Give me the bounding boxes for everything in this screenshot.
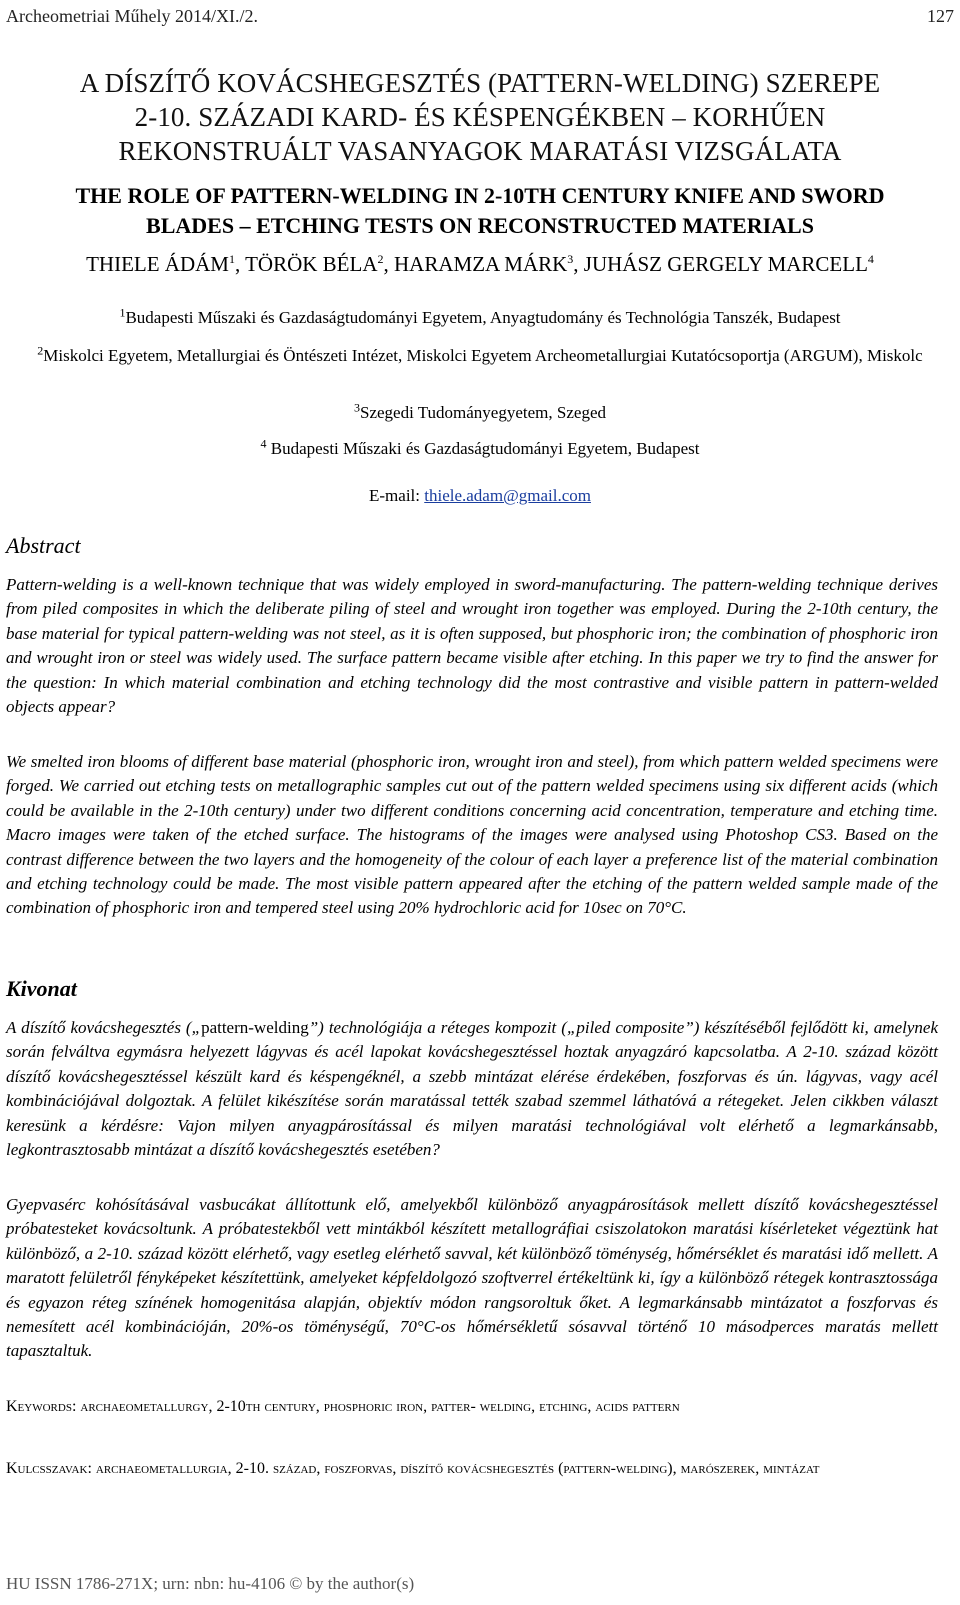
email-link[interactable]: thiele.adam@gmail.com [424, 486, 591, 505]
author: JUHÁSZ GERGELY MARCELL$^4$ [583, 252, 874, 276]
kulcsszavak-label: Kulcsszavak: [6, 1460, 96, 1477]
title-hu-line: REKONSTRUÁLT VASANYAGOK MARATÁSI VIZSGÁLATA [118, 136, 842, 166]
affiliation-2: $^2$Miskolci Egyetem, Metallurgiai és Öntészeti Intézet, Miskolci Egyetem Archeometallurgiai Kutatócsoportja (ARGUM), Miskolc [37, 343, 923, 365]
title-hu-line: A DÍSZÍTŐ KOVÁCSHEGESZTÉS (PATTERN-WELDING) SZEREPE [79, 68, 881, 98]
author-list [10, 250, 950, 278]
kulcsszavak [6, 1456, 938, 1482]
journal-name: Archeometriai Műhely 2014/XI./2. [6, 6, 258, 26]
title-english [10, 181, 950, 241]
title-hungarian [10, 66, 950, 168]
email-label: E-mail: [369, 486, 425, 505]
contact-email [10, 486, 950, 506]
issn-footer: HU ISSN 1786-271X; urn: nbn: hu-4106 © by the author(s) [6, 1574, 415, 1593]
keywords-label: Keywords: [6, 1398, 81, 1415]
affiliation-3: $^3$Szegedi Tudományegyetem, Szeged [354, 400, 606, 422]
kivonat-term: pattern-welding [201, 1018, 309, 1037]
abstract-heading: Abstract [6, 533, 81, 558]
title-en-line: THE ROLE OF PATTERN-WELDING IN 2-10TH CENTURY KNIFE AND SWORD [75, 183, 885, 208]
keywords-text: archaeometallurgy, 2-10th century, phosphoric iron, patter- welding, etching, acids pattern [80, 1398, 680, 1415]
kivonat-paragraph-2: Gyepvasérc kohósításával vasbucákat állítottunk elő, amelyekből különböző anyagpárosítások mellett díszítő kovácshegesztéssel próbatesteket kovácsoltunk. A próbatestekből vett mintákból készített metallográfiai csiszolatokon maratási kísérleteket végeztünk hat különböző, a 2-10. század között elérhető, vagy esetleg elérhető savval, két különböző töménység, hőmérséklet és maratási idő mellett. A maratott felületről fényképeket készítettünk, amelyeket képfeldolgozó szoftverrel értékeltünk ki, így a különböző rétegek kontrasztossága és egyazon réteg színének homogenitása alapján, objektív módon rangsoroltuk őket. A legmarkánsabb mintázatot a foszforvas és nemesített acél kombinációján, 20%-os töménységű, 70°C-os hőmérsékletű sósavval történő 10 másodperces maratás mellett tapasztaltuk. [6, 1195, 938, 1361]
kulcsszavak-text: archaeometallurgia, 2-10. század, foszforvas, díszítő kovácshegesztés (pattern-welding), marószerek, mintázat [95, 1460, 820, 1477]
title-en-line: BLADES – ETCHING TESTS ON RECONSTRUCTED MATERIALS [146, 213, 814, 238]
abstract-paragraph-2: We smelted iron blooms of different base material (phosphoric iron, wrought iron and steel), from which pattern welded specimens were forged. We carried out etching tests on metallographic samples cut out of the pattern welded specimens using six different acids (which could be available in the 2-10th century) under two different conditions concerning acid concentration, temperature and etching time. Macro images were taken of the etched surface. The histograms of the images were analysed using Photoshop CS3. Based on the contrast difference between the two layers and the homogeneity of the colour of each layer a preference list of the material combination and etching technology could be made. The most visible pattern appeared after the etching of the pattern welded sample made of the combination of phosphoric iron and tempered steel using 20% hydrochloric acid for 10sec on 70°C. [6, 752, 938, 918]
title-hu-line: 2-10. SZÁZADI KARD- ÉS KÉSPENGÉKBEN – KORHŰEN [134, 102, 826, 132]
abstract-paragraph-1: Pattern-welding is a well-known technique that was widely employed in sword-manufacturing. The pattern-welding technique derives from piled composites in which the deliberate piling of steel and wrought iron together was employed. During the 2-10th century, the base material for typical pattern-welding was not steel, as it is often supposed, but phosphoric iron; the combination of phosphoric iron and wrought iron or steel was widely used. The surface pattern became visible after etching. In this paper we try to find the answer for the question: In which material combination and etching technology did the most contrastive and visible pattern in pattern-welded objects appear? [6, 575, 938, 717]
running-head [6, 6, 954, 27]
author: HARAMZA MÁRK$^3$, [394, 252, 584, 276]
author: THIELE ÁDÁM$^1$, [86, 252, 246, 276]
affiliation-4: $^4$ Budapesti Műszaki és Gazdaságtudományi Egyetem, Budapest [260, 436, 700, 458]
affiliation-1: $^1$Budapesti Műszaki és Gazdaságtudományi Egyetem, Anyagtudomány és Technológia Tanszék, Budapest [119, 305, 841, 327]
author: TÖRÖK BÉLA$^2$, [245, 252, 395, 276]
keywords [6, 1394, 938, 1420]
kivonat-heading: Kivonat [6, 976, 77, 1001]
page-number: 127 [927, 6, 954, 26]
kivonat-paragraph-1: A díszítő kovácshegesztés („pattern-welding”) technológiája a réteges kompozit („piled composite”) készítéséből fejlődött ki, amelynek során felváltva egymásra helyezett lágyvas és acél lapokat kovácshegesztéssel hoztak anyagzáró kapcsolatba. A 2-10. század között díszítő kovácshegesztéssel készült kard és késpengéknél, a szebb mintázat elérése érdekében, foszforvas és ún. lágyvas, vagy acél kombinációjával dolgoztak. A felület kikészítése során maratással tették szabad szemmel láthatóvá a rétegeket. Jelen cikkben választ keresünk a kérdésre: Vajon milyen anyagpárosítással és milyen maratási technológiával volt elérhető a legmarkánsabb, legkontrasztosabb mintázat a díszítő kovácshegesztés esetében? [6, 1018, 938, 1160]
